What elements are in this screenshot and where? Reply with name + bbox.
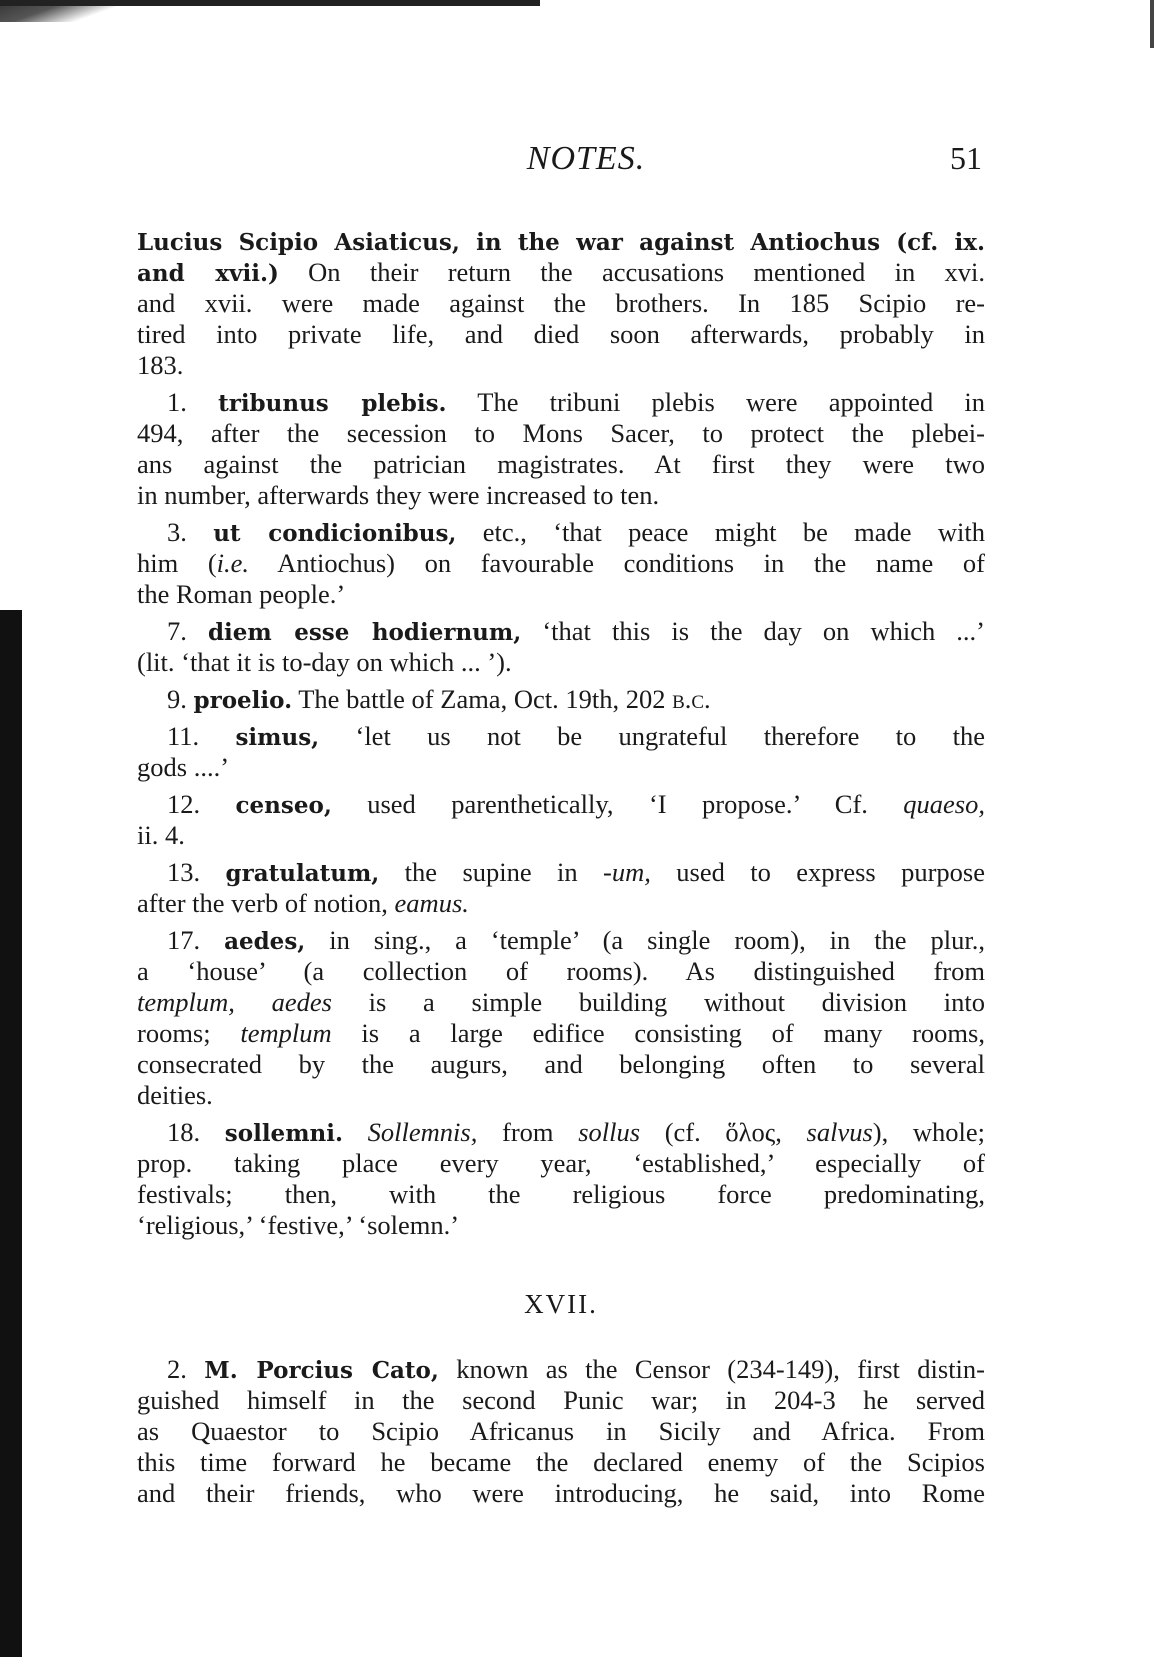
- italic-text: salvus: [806, 1117, 873, 1147]
- text-run: ans against the patrician magistrates. At first they were two: [137, 449, 985, 479]
- note-paragraph: [137, 1117, 985, 1241]
- lemma: M. Porcius Cato,: [204, 1357, 439, 1384]
- text-line: [137, 647, 985, 678]
- text-line: [137, 288, 985, 319]
- text-run: in sing., a ‘temple’ (a single room), in the plur.,: [305, 925, 985, 955]
- text-line: [137, 226, 985, 257]
- text-run: festivals; then, with the religious force predominating,: [137, 1179, 985, 1209]
- text-line: [137, 517, 985, 548]
- scan-edge-right: [1150, 0, 1154, 48]
- text-run: a ‘house’ (a collection of rooms). As distinguished from: [137, 956, 985, 986]
- text-run: this time forward he became the declared enemy of the Scipios: [137, 1447, 985, 1477]
- italic-text: templum: [240, 1018, 332, 1048]
- italic-text: -um,: [603, 857, 651, 887]
- text-run: 11.: [167, 721, 236, 751]
- text-run: 18.: [167, 1117, 225, 1147]
- text-run: from: [477, 1117, 579, 1147]
- text-run: after the verb of notion,: [137, 888, 395, 918]
- text-run: guished himself in the second Punic war; in 204-3 he served: [137, 1385, 985, 1415]
- text-run: ‘that this is the day on which ...’: [521, 616, 985, 646]
- note-paragraph: [137, 925, 985, 1111]
- text-line: [137, 1179, 985, 1210]
- text-run: rooms;: [137, 1018, 241, 1048]
- note-paragraph: [137, 517, 985, 610]
- notes-section-xvi: [137, 226, 985, 1241]
- italic-text: sollus: [578, 1117, 641, 1147]
- notes-section-xvii: [137, 1354, 985, 1509]
- text-line: [137, 548, 985, 579]
- text-run: as Quaestor to Scipio Africanus in Sicily and Africa. From: [137, 1416, 985, 1446]
- text-run: 12.: [167, 789, 236, 819]
- running-title: NOTES.: [526, 140, 646, 177]
- text-line: [137, 1049, 985, 1080]
- note-paragraph: [137, 226, 985, 381]
- text-line: [137, 1117, 985, 1148]
- text-line: [137, 1478, 985, 1509]
- note-paragraph: [137, 616, 985, 678]
- text-line: [137, 616, 985, 647]
- text-run: prop. taking place every year, ‘established,’ especially of: [137, 1148, 985, 1178]
- text-run: 17.: [167, 925, 225, 955]
- text-line: [137, 418, 985, 449]
- text-line: [137, 1447, 985, 1478]
- text-run: 2.: [167, 1354, 205, 1384]
- text-run: known as the Censor (234-149), first distin-: [438, 1354, 985, 1384]
- text-run: The battle of Zama, Oct. 19th, 202: [292, 684, 673, 714]
- text-run: 9.: [167, 684, 194, 714]
- text-line: [137, 257, 985, 288]
- text-line: [137, 987, 985, 1018]
- note-paragraph: [137, 789, 985, 851]
- text-line: [137, 319, 985, 350]
- scan-edge-left: [0, 610, 22, 1657]
- text-line: [137, 1148, 985, 1179]
- text-run: the Roman people.’: [137, 579, 346, 609]
- text-run: gods ....’: [137, 752, 230, 782]
- text-line: [137, 579, 985, 610]
- lemma: aedes,: [224, 928, 306, 955]
- text-run: tired into private life, and died soon afterwards, probably in: [137, 319, 985, 349]
- text-run: The tribuni plebis were appointed in: [446, 387, 986, 417]
- italic-text: Sollemnis,: [367, 1117, 478, 1147]
- text-run: 1.: [167, 387, 219, 417]
- text-run: 183.: [137, 350, 184, 380]
- text-run: Antiochus) on favourable conditions in the name of: [249, 548, 985, 578]
- note-paragraph: [137, 1354, 985, 1509]
- text-run: On their return the accusations mentioned in xvi.: [278, 257, 985, 287]
- text-run: ‘let us not be ungrateful therefore to the: [319, 721, 985, 751]
- text-run: 494, after the secession to Mons Sacer, to protect the plebei-: [137, 418, 985, 448]
- italic-text: i.e.: [216, 548, 250, 578]
- lemma: gratulatum,: [225, 860, 380, 887]
- lemma: tribunus plebis.: [218, 390, 447, 417]
- text-run: in number, afterwards they were increased to ten.: [137, 480, 660, 510]
- text-run: ii. 4.: [137, 820, 185, 850]
- text-run: ‘religious,’ ‘festive,’ ‘solemn.’: [137, 1210, 460, 1240]
- text-run: deities.: [137, 1080, 213, 1110]
- text-line: [137, 1080, 985, 1111]
- note-paragraph: [137, 721, 985, 783]
- text-run: and their friends, who were introducing, he said, into Rome: [137, 1478, 985, 1508]
- text-run: 3.: [167, 517, 214, 547]
- lemma: Lucius Scipio Asiaticus, in the war against Antiochus (cf. ix.: [137, 229, 985, 256]
- text-line: [137, 1416, 985, 1447]
- text-line: [137, 789, 985, 820]
- italic-text: templum, aedes: [137, 987, 332, 1017]
- text-run: used parenthetically, ‘I propose.’ Cf.: [331, 789, 904, 819]
- text-run: (cf. ὅλος,: [640, 1117, 807, 1147]
- text-line: [137, 1354, 985, 1385]
- italic-text: eamus.: [394, 888, 469, 918]
- text-line: [137, 480, 985, 511]
- lemma: and xvii.): [137, 260, 279, 287]
- text-line: [137, 925, 985, 956]
- lemma: diem esse hodiernum,: [207, 619, 522, 646]
- text-run: is a large edifice consisting of many rooms,: [331, 1018, 985, 1048]
- lemma: censeo,: [235, 792, 332, 819]
- text-line: [137, 449, 985, 480]
- text-run: b.c.: [672, 684, 711, 714]
- text-run: him (: [137, 548, 217, 578]
- text-line: [137, 387, 985, 418]
- section-heading: XVII.: [524, 1289, 598, 1319]
- note-paragraph: [137, 684, 985, 715]
- text-run: (lit. ‘that it is to-day on which ... ’).: [137, 647, 512, 677]
- page-number: 51: [950, 140, 982, 176]
- text-line: [137, 684, 985, 715]
- text-run: 13.: [167, 857, 226, 887]
- italic-text: quaeso,: [903, 789, 985, 819]
- text-run: 7.: [167, 616, 208, 646]
- text-line: [137, 752, 985, 783]
- text-run: consecrated by the augurs, and belonging often to several: [137, 1049, 985, 1079]
- lemma: proelio.: [193, 687, 293, 714]
- text-line: [137, 1018, 985, 1049]
- note-paragraph: [137, 387, 985, 511]
- text-run: the supine in: [379, 857, 604, 887]
- scan-edge-top: [0, 0, 540, 6]
- note-paragraph: [137, 857, 985, 919]
- text-line: [137, 857, 985, 888]
- lemma: ut condicionibus,: [213, 520, 457, 547]
- text-line: [137, 820, 985, 851]
- text-line: [137, 888, 985, 919]
- text-line: [137, 350, 985, 381]
- text-run: used to express purpose: [650, 857, 985, 887]
- text-line: [137, 1385, 985, 1416]
- text-run: is a simple building without division into: [331, 987, 985, 1017]
- text-run: and xvii. were made against the brothers. In 185 Scipio re-: [137, 288, 985, 318]
- lemma: simus,: [235, 724, 320, 751]
- text-line: [137, 721, 985, 752]
- text-line: [137, 956, 985, 987]
- text-line: [137, 1210, 985, 1241]
- text-run: [343, 1117, 368, 1147]
- text-run: etc., ‘that peace might be made with: [456, 517, 985, 547]
- lemma: sollemni.: [224, 1120, 343, 1147]
- page-body: [137, 226, 985, 1515]
- text-run: ), whole;: [872, 1117, 986, 1147]
